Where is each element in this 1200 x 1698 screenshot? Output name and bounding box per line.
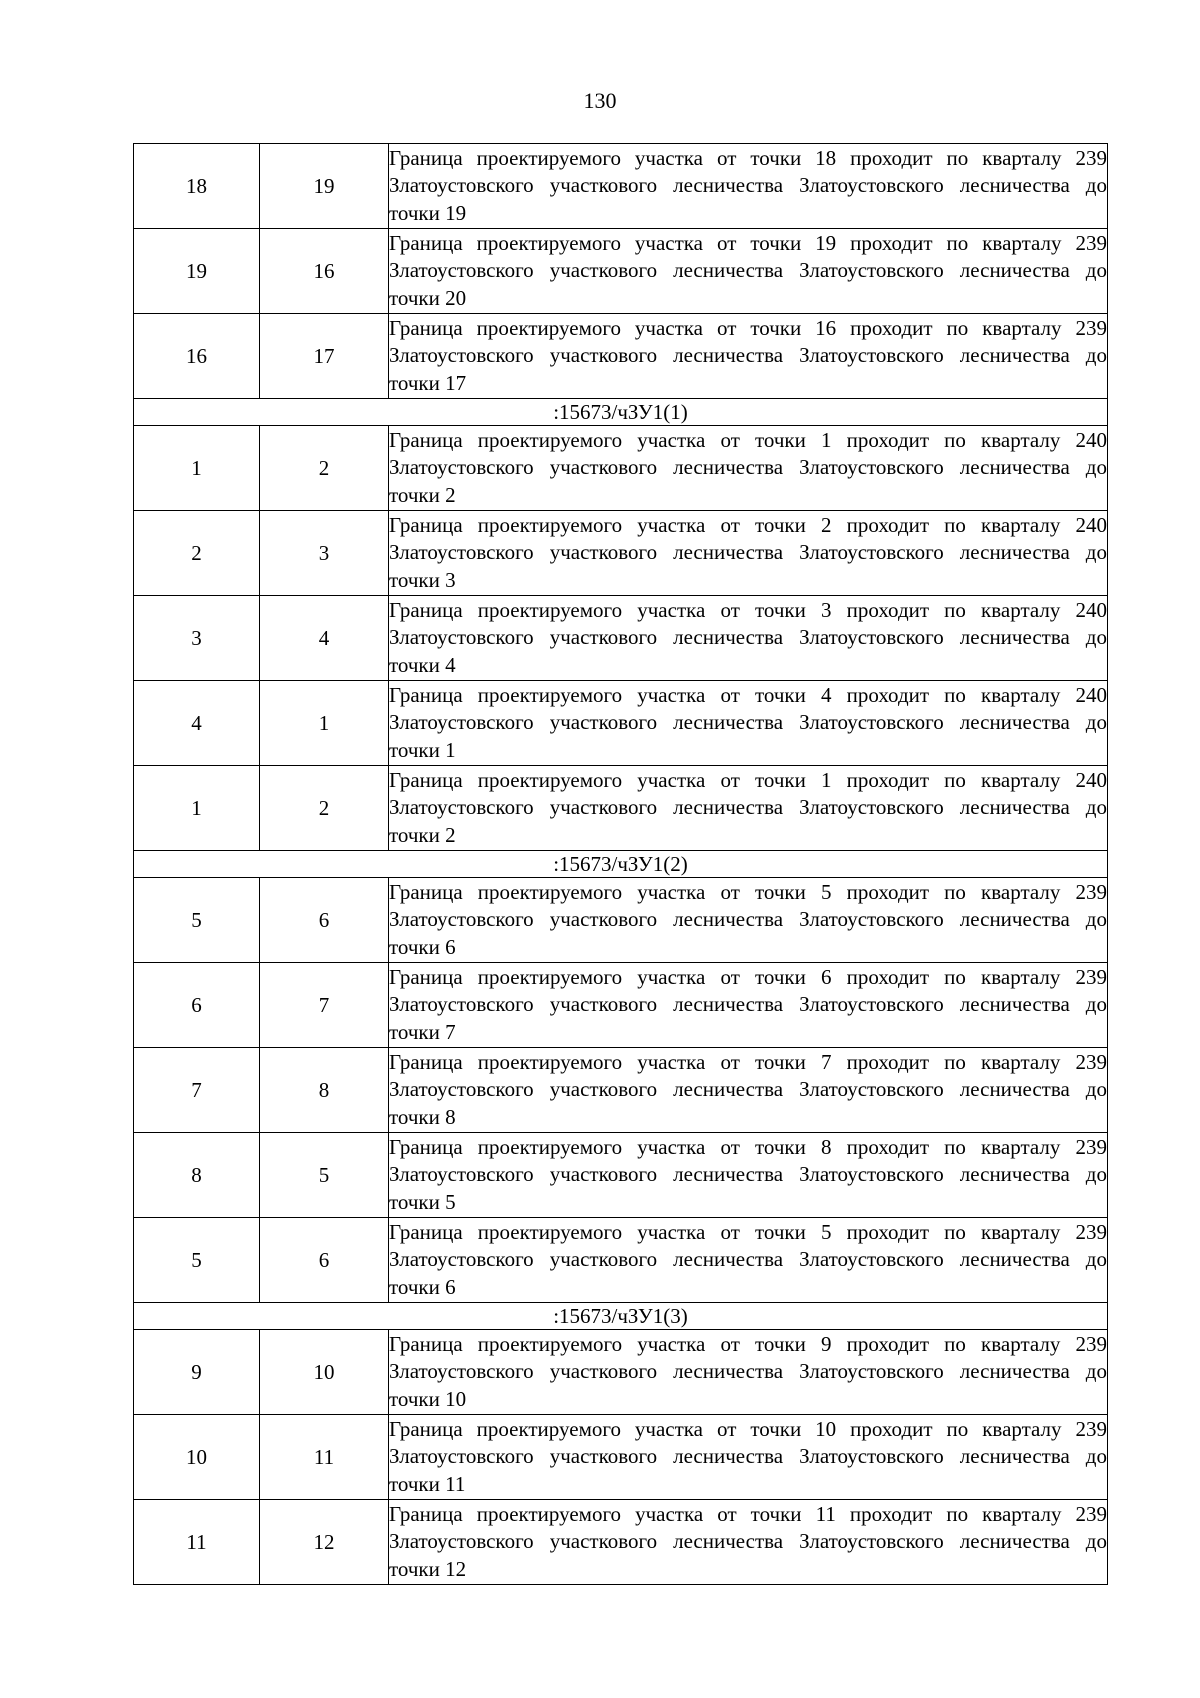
to-point-cell: 10 bbox=[260, 1330, 389, 1415]
from-point-cell: 1 bbox=[134, 766, 260, 851]
to-point-cell: 16 bbox=[260, 229, 389, 314]
boundary-description-cell: Граница проектируемого участка от точки 4 проходит по кварталу 240 Златоустовского участкового лесничества Златоустовского лесничества до точки 1 bbox=[389, 681, 1108, 766]
boundary-description-cell: Граница проектируемого участка от точки 5 проходит по кварталу 239 Златоустовского участкового лесничества Златоустовского лесничества до точки 6 bbox=[389, 1218, 1108, 1303]
table-row bbox=[134, 1133, 1108, 1218]
from-point-cell: 10 bbox=[134, 1415, 260, 1500]
section-header-row bbox=[134, 851, 1108, 878]
boundary-description-cell: Граница проектируемого участка от точки 9 проходит по кварталу 239 Златоустовского участкового лесничества Златоустовского лесничества до точки 10 bbox=[389, 1330, 1108, 1415]
from-point-cell: 16 bbox=[134, 314, 260, 399]
table-row bbox=[134, 596, 1108, 681]
table-row bbox=[134, 1218, 1108, 1303]
boundary-description-cell: Граница проектируемого участка от точки 16 проходит по кварталу 239 Златоустовского участкового лесничества Златоустовского лесничества до точки 17 bbox=[389, 314, 1108, 399]
boundary-description-cell: Граница проектируемого участка от точки 7 проходит по кварталу 239 Златоустовского участкового лесничества Златоустовского лесничества до точки 8 bbox=[389, 1048, 1108, 1133]
from-point-cell: 19 bbox=[134, 229, 260, 314]
table-body bbox=[134, 144, 1108, 1585]
page-number: 130 bbox=[583, 88, 617, 113]
section-title: :15673/чЗУ1(1) bbox=[134, 399, 1108, 426]
table-row bbox=[134, 229, 1108, 314]
boundary-description-cell: Граница проектируемого участка от точки 6 проходит по кварталу 239 Златоустовского участкового лесничества Златоустовского лесничества до точки 7 bbox=[389, 963, 1108, 1048]
from-point-cell: 1 bbox=[134, 426, 260, 511]
to-point-cell: 12 bbox=[260, 1500, 389, 1585]
boundary-description-cell: Граница проектируемого участка от точки 1 проходит по кварталу 240 Златоустовского участкового лесничества Златоустовского лесничества до точки 2 bbox=[389, 766, 1108, 851]
to-point-cell: 1 bbox=[260, 681, 389, 766]
to-point-cell: 2 bbox=[260, 766, 389, 851]
boundary-description-cell: Граница проектируемого участка от точки 11 проходит по кварталу 239 Златоустовского участкового лесничества Златоустовского лесничества до точки 12 bbox=[389, 1500, 1108, 1585]
from-point-cell: 2 bbox=[134, 511, 260, 596]
from-point-cell: 5 bbox=[134, 878, 260, 963]
to-point-cell: 6 bbox=[260, 1218, 389, 1303]
from-point-cell: 8 bbox=[134, 1133, 260, 1218]
boundary-description-cell: Граница проектируемого участка от точки 3 проходит по кварталу 240 Златоустовского участкового лесничества Златоустовского лесничества до точки 4 bbox=[389, 596, 1108, 681]
to-point-cell: 7 bbox=[260, 963, 389, 1048]
to-point-cell: 5 bbox=[260, 1133, 389, 1218]
boundary-description-cell: Граница проектируемого участка от точки 8 проходит по кварталу 239 Златоустовского участкового лесничества Златоустовского лесничества до точки 5 bbox=[389, 1133, 1108, 1218]
to-point-cell: 8 bbox=[260, 1048, 389, 1133]
section-header-row bbox=[134, 399, 1108, 426]
from-point-cell: 4 bbox=[134, 681, 260, 766]
section-title: :15673/чЗУ1(2) bbox=[134, 851, 1108, 878]
table-row bbox=[134, 681, 1108, 766]
table-row bbox=[134, 878, 1108, 963]
to-point-cell: 6 bbox=[260, 878, 389, 963]
boundary-description-table bbox=[133, 143, 1108, 1585]
table-row bbox=[134, 426, 1108, 511]
table-row bbox=[134, 1500, 1108, 1585]
boundary-description-cell: Граница проектируемого участка от точки 2 проходит по кварталу 240 Златоустовского участкового лесничества Златоустовского лесничества до точки 3 bbox=[389, 511, 1108, 596]
from-point-cell: 11 bbox=[134, 1500, 260, 1585]
boundary-description-cell: Граница проектируемого участка от точки 10 проходит по кварталу 239 Златоустовского участкового лесничества Златоустовского лесничества до точки 11 bbox=[389, 1415, 1108, 1500]
section-header-row bbox=[134, 1303, 1108, 1330]
table-row bbox=[134, 144, 1108, 229]
table-row bbox=[134, 1048, 1108, 1133]
table-row bbox=[134, 963, 1108, 1048]
to-point-cell: 17 bbox=[260, 314, 389, 399]
table-row bbox=[134, 766, 1108, 851]
from-point-cell: 9 bbox=[134, 1330, 260, 1415]
table-row bbox=[134, 511, 1108, 596]
boundary-description-cell: Граница проектируемого участка от точки 19 проходит по кварталу 239 Златоустовского участкового лесничества Златоустовского лесничества до точки 20 bbox=[389, 229, 1108, 314]
from-point-cell: 5 bbox=[134, 1218, 260, 1303]
boundary-description-cell: Граница проектируемого участка от точки 18 проходит по кварталу 239 Златоустовского участкового лесничества Златоустовского лесничества до точки 19 bbox=[389, 144, 1108, 229]
boundary-description-cell: Граница проектируемого участка от точки 1 проходит по кварталу 240 Златоустовского участкового лесничества Златоустовского лесничества до точки 2 bbox=[389, 426, 1108, 511]
table-row bbox=[134, 314, 1108, 399]
table-row bbox=[134, 1330, 1108, 1415]
to-point-cell: 2 bbox=[260, 426, 389, 511]
boundary-description-cell: Граница проектируемого участка от точки 5 проходит по кварталу 239 Златоустовского участкового лесничества Златоустовского лесничества до точки 6 bbox=[389, 878, 1108, 963]
to-point-cell: 4 bbox=[260, 596, 389, 681]
from-point-cell: 3 bbox=[134, 596, 260, 681]
from-point-cell: 6 bbox=[134, 963, 260, 1048]
to-point-cell: 19 bbox=[260, 144, 389, 229]
from-point-cell: 18 bbox=[134, 144, 260, 229]
from-point-cell: 7 bbox=[134, 1048, 260, 1133]
table-row bbox=[134, 1415, 1108, 1500]
section-title: :15673/чЗУ1(3) bbox=[134, 1303, 1108, 1330]
to-point-cell: 11 bbox=[260, 1415, 389, 1500]
to-point-cell: 3 bbox=[260, 511, 389, 596]
